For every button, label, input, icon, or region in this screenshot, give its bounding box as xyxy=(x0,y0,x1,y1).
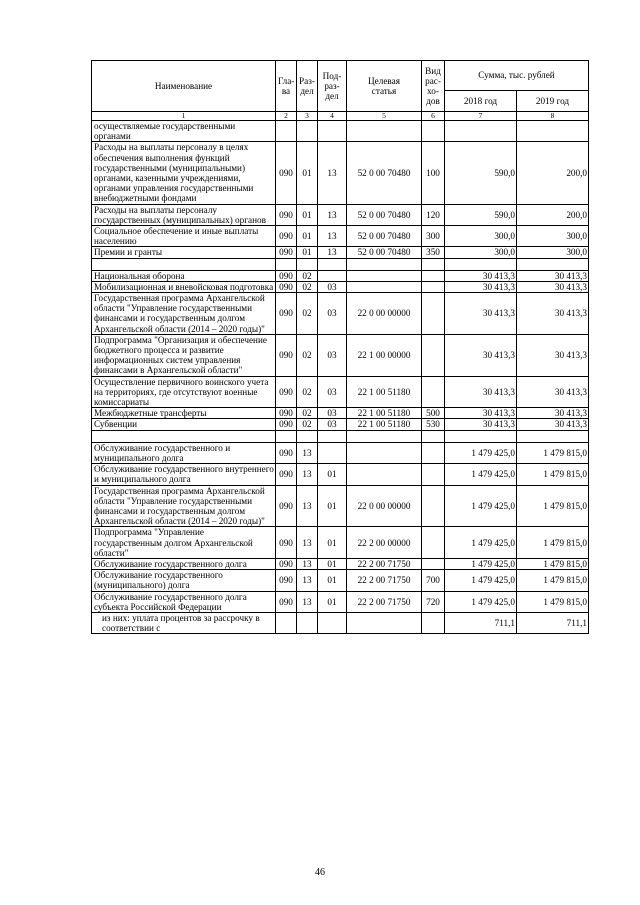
row-expense-type xyxy=(422,270,445,281)
table-row xyxy=(92,558,589,569)
row-name: Обслуживание государственного внутреннего и муниципального долга xyxy=(92,464,276,485)
row-glava: 090 xyxy=(276,226,297,247)
row-target-article: 52 0 00 70480 xyxy=(347,142,422,204)
table-row xyxy=(92,121,589,142)
row-podrazdel: 01 xyxy=(318,570,347,591)
row-podrazdel: 13 xyxy=(318,142,347,204)
row-razdel: 13 xyxy=(297,591,318,612)
row-name: Подпрограмма "Организация и обеспечение бюджетного процесса и развитие информационных систем управления финансами в Архангельской области" xyxy=(92,334,276,376)
row-podrazdel: 03 xyxy=(318,334,347,376)
row-sum-2019: 30 413,3 xyxy=(517,408,589,419)
row-sum-2019: 30 413,3 xyxy=(517,281,589,292)
row-expense-type xyxy=(422,558,445,569)
table-row xyxy=(92,527,589,559)
row-sum-2019: 1 479 815,0 xyxy=(517,485,589,527)
row-sum-2019: 30 413,3 xyxy=(517,334,589,376)
row-razdel: 01 xyxy=(297,226,318,247)
row-podrazdel: 03 xyxy=(318,293,347,335)
row-target-article: 52 0 00 70480 xyxy=(347,226,422,247)
row-razdel: 13 xyxy=(297,464,318,485)
header-year-2019: 2019 год xyxy=(517,91,589,112)
row-sum-2018: 30 413,3 xyxy=(445,376,517,408)
row-name: Подпрограмма "Управление государственным долгом Архангельской области" xyxy=(92,527,276,559)
row-sum-2018: 30 413,3 xyxy=(445,419,517,430)
header-razdel: Раз- дел xyxy=(297,61,318,112)
row-glava: 090 xyxy=(276,485,297,527)
row-sum-2018: 30 413,3 xyxy=(445,334,517,376)
row-expense-type xyxy=(422,485,445,527)
row-glava: 090 xyxy=(276,408,297,419)
row-sum-2019: 30 413,3 xyxy=(517,293,589,335)
row-name: Межбюджетные трансферты xyxy=(92,408,276,419)
row-sum-2019: 1 479 815,0 xyxy=(517,527,589,559)
row-sum-2018: 30 413,3 xyxy=(445,408,517,419)
row-glava xyxy=(276,612,297,633)
row-sum-2019: 1 479 815,0 xyxy=(517,442,589,463)
row-razdel: 02 xyxy=(297,408,318,419)
row-name: из них: уплата процентов за рассрочку в соответствии с xyxy=(92,612,276,633)
row-sum-2018: 1 479 425,0 xyxy=(445,464,517,485)
row-sum-2019: 30 413,3 xyxy=(517,419,589,430)
row-razdel: 02 xyxy=(297,270,318,281)
row-podrazdel: 01 xyxy=(318,485,347,527)
row-razdel: 01 xyxy=(297,247,318,258)
row-sum-2019: 1 479 815,0 xyxy=(517,570,589,591)
row-target-article: 52 0 00 70480 xyxy=(347,247,422,258)
row-expense-type xyxy=(422,121,445,142)
row-glava: 090 xyxy=(276,334,297,376)
row-sum-2019: 711,1 xyxy=(517,612,589,633)
header-podrazdel: Под- раз- дел xyxy=(318,61,347,112)
row-sum-2018: 1 479 425,0 xyxy=(445,442,517,463)
row-podrazdel: 03 xyxy=(318,408,347,419)
row-sum-2018: 1 479 425,0 xyxy=(445,527,517,559)
row-name xyxy=(92,430,276,442)
row-razdel xyxy=(297,121,318,142)
row-podrazdel xyxy=(318,258,347,270)
row-expense-type: 530 xyxy=(422,419,445,430)
row-target-article xyxy=(347,442,422,463)
row-expense-type xyxy=(422,376,445,408)
row-glava: 090 xyxy=(276,570,297,591)
row-podrazdel: 03 xyxy=(318,419,347,430)
row-sum-2019: 1 479 815,0 xyxy=(517,591,589,612)
table-row xyxy=(92,226,589,247)
row-expense-type xyxy=(422,281,445,292)
table-row xyxy=(92,270,589,281)
row-expense-type: 720 xyxy=(422,591,445,612)
row-name: Субвенции xyxy=(92,419,276,430)
column-index-cell: 3 xyxy=(297,112,318,121)
row-target-article: 22 1 00 51180 xyxy=(347,408,422,419)
row-glava: 090 xyxy=(276,204,297,225)
row-target-article xyxy=(347,121,422,142)
row-sum-2019: 30 413,3 xyxy=(517,270,589,281)
column-index-cell: 2 xyxy=(276,112,297,121)
row-razdel: 02 xyxy=(297,293,318,335)
row-name: Государственная программа Архангельской области "Управление государственными финансами и государственным долгом Архангельской области (2014 – 2020 годы)" xyxy=(92,485,276,527)
table-body xyxy=(92,112,589,634)
row-glava: 090 xyxy=(276,558,297,569)
column-index-cell: 6 xyxy=(422,112,445,121)
row-name: Национальная оборона xyxy=(92,270,276,281)
row-podrazdel: 01 xyxy=(318,591,347,612)
row-sum-2019: 300,0 xyxy=(517,226,589,247)
page-number: 46 xyxy=(315,867,325,878)
table-row xyxy=(92,419,589,430)
header-year-2018: 2018 год xyxy=(445,91,517,112)
row-glava: 090 xyxy=(276,247,297,258)
table-row xyxy=(92,293,589,335)
row-sum-2018: 300,0 xyxy=(445,226,517,247)
column-index-cell: 4 xyxy=(318,112,347,121)
row-glava: 090 xyxy=(276,376,297,408)
table-row xyxy=(92,281,589,292)
row-name: Обслуживание государственного (муниципального) долга xyxy=(92,570,276,591)
row-razdel: 02 xyxy=(297,281,318,292)
row-sum-2018: 30 413,3 xyxy=(445,293,517,335)
row-sum-2018 xyxy=(445,430,517,442)
row-glava: 090 xyxy=(276,281,297,292)
row-sum-2018 xyxy=(445,258,517,270)
header-target-article: Целевая статья xyxy=(347,61,422,112)
row-name: Расходы на выплаты персоналу в целях обеспечения выполнения функций государственными (муниципальными) органами, казенными учреждениями, органами управления государственными внебюджетными фондами xyxy=(92,142,276,204)
row-glava: 090 xyxy=(276,591,297,612)
table-row xyxy=(92,442,589,463)
row-name: Обслуживание государственного долга xyxy=(92,558,276,569)
row-target-article xyxy=(347,258,422,270)
table-row xyxy=(92,142,589,204)
row-name xyxy=(92,258,276,270)
row-target-article: 22 2 00 71750 xyxy=(347,591,422,612)
row-podrazdel: 13 xyxy=(318,226,347,247)
row-target-article: 22 2 00 71750 xyxy=(347,558,422,569)
column-index-row xyxy=(92,112,589,121)
row-razdel: 13 xyxy=(297,485,318,527)
row-sum-2019 xyxy=(517,258,589,270)
row-target-article: 22 1 00 00000 xyxy=(347,334,422,376)
row-razdel: 01 xyxy=(297,204,318,225)
budget-table xyxy=(91,60,589,634)
row-sum-2018: 711,1 xyxy=(445,612,517,633)
row-podrazdel xyxy=(318,270,347,281)
row-target-article: 22 0 00 00000 xyxy=(347,485,422,527)
row-expense-type: 350 xyxy=(422,247,445,258)
row-sum-2018: 1 479 425,0 xyxy=(445,485,517,527)
row-podrazdel: 01 xyxy=(318,527,347,559)
row-razdel: 13 xyxy=(297,527,318,559)
row-expense-type xyxy=(422,430,445,442)
row-sum-2018: 1 479 425,0 xyxy=(445,570,517,591)
row-target-article: 52 0 00 70480 xyxy=(347,204,422,225)
table-row xyxy=(92,591,589,612)
row-glava xyxy=(276,430,297,442)
row-glava: 090 xyxy=(276,464,297,485)
table-row xyxy=(92,204,589,225)
row-podrazdel xyxy=(318,612,347,633)
row-podrazdel: 01 xyxy=(318,464,347,485)
row-sum-2019: 200,0 xyxy=(517,142,589,204)
row-sum-2019: 1 479 815,0 xyxy=(517,558,589,569)
column-index-cell: 1 xyxy=(92,112,276,121)
row-glava: 090 xyxy=(276,293,297,335)
budget-table-sheet xyxy=(91,60,588,634)
row-expense-type: 120 xyxy=(422,204,445,225)
blank-row xyxy=(92,430,589,442)
row-expense-type: 500 xyxy=(422,408,445,419)
header-expense-type: Вид рас- хо- дов xyxy=(422,61,445,112)
row-sum-2019: 200,0 xyxy=(517,204,589,225)
row-razdel: 02 xyxy=(297,419,318,430)
row-podrazdel: 13 xyxy=(318,204,347,225)
row-target-article: 22 2 00 71750 xyxy=(347,570,422,591)
row-name: Осуществление первичного воинского учета на территориях, где отсутствуют военные комиссариаты xyxy=(92,376,276,408)
row-expense-type xyxy=(422,293,445,335)
row-target-article: 22 2 00 00000 xyxy=(347,527,422,559)
header-sum: Сумма, тыс. рублей xyxy=(445,61,589,91)
row-podrazdel xyxy=(318,121,347,142)
row-razdel: 13 xyxy=(297,558,318,569)
row-podrazdel: 13 xyxy=(318,247,347,258)
row-expense-type xyxy=(422,442,445,463)
column-index-cell: 8 xyxy=(517,112,589,121)
row-podrazdel: 01 xyxy=(318,558,347,569)
row-name: осуществляемые государственными органами xyxy=(92,121,276,142)
row-sum-2018 xyxy=(445,121,517,142)
table-row xyxy=(92,570,589,591)
table-row xyxy=(92,376,589,408)
row-name: Обслуживание государственного и муниципального долга xyxy=(92,442,276,463)
row-glava: 090 xyxy=(276,442,297,463)
row-sum-2019 xyxy=(517,121,589,142)
row-glava: 090 xyxy=(276,527,297,559)
row-podrazdel xyxy=(318,430,347,442)
row-glava: 090 xyxy=(276,270,297,281)
row-razdel xyxy=(297,430,318,442)
row-target-article: 22 1 00 51180 xyxy=(347,419,422,430)
table-row xyxy=(92,612,589,633)
row-razdel: 02 xyxy=(297,376,318,408)
row-razdel xyxy=(297,258,318,270)
row-target-article xyxy=(347,281,422,292)
row-name: Обслуживание государственного долга субъекта Российской Федерации xyxy=(92,591,276,612)
row-glava: 090 xyxy=(276,419,297,430)
row-razdel: 01 xyxy=(297,142,318,204)
row-expense-type xyxy=(422,334,445,376)
row-sum-2018: 1 479 425,0 xyxy=(445,558,517,569)
blank-row xyxy=(92,258,589,270)
row-sum-2018: 1 479 425,0 xyxy=(445,591,517,612)
column-index-cell: 7 xyxy=(445,112,517,121)
row-razdel xyxy=(297,612,318,633)
row-name: Социальное обеспечение и иные выплаты населению xyxy=(92,226,276,247)
row-glava: 090 xyxy=(276,142,297,204)
row-razdel: 13 xyxy=(297,442,318,463)
row-name: Расходы на выплаты персоналу государственных (муниципальных) органов xyxy=(92,204,276,225)
row-target-article xyxy=(347,612,422,633)
table-row xyxy=(92,464,589,485)
row-target-article: 22 1 00 51180 xyxy=(347,376,422,408)
header-glava: Гла- ва xyxy=(276,61,297,112)
row-name: Мобилизационная и вневойсковая подготовка xyxy=(92,281,276,292)
row-sum-2019: 300,0 xyxy=(517,247,589,258)
table-row xyxy=(92,485,589,527)
row-sum-2019: 1 479 815,0 xyxy=(517,464,589,485)
table-row xyxy=(92,408,589,419)
row-expense-type xyxy=(422,464,445,485)
row-target-article xyxy=(347,464,422,485)
row-expense-type xyxy=(422,527,445,559)
header-name: Наименование xyxy=(92,61,276,112)
row-sum-2018: 30 413,3 xyxy=(445,270,517,281)
row-sum-2018: 590,0 xyxy=(445,142,517,204)
row-podrazdel: 03 xyxy=(318,376,347,408)
row-target-article xyxy=(347,270,422,281)
row-podrazdel: 03 xyxy=(318,281,347,292)
row-expense-type: 100 xyxy=(422,142,445,204)
row-razdel: 13 xyxy=(297,570,318,591)
column-index-cell: 5 xyxy=(347,112,422,121)
row-target-article: 22 0 00 00000 xyxy=(347,293,422,335)
row-expense-type xyxy=(422,258,445,270)
row-sum-2019: 30 413,3 xyxy=(517,376,589,408)
table-row xyxy=(92,334,589,376)
row-sum-2018: 30 413,3 xyxy=(445,281,517,292)
row-glava xyxy=(276,258,297,270)
row-glava xyxy=(276,121,297,142)
row-expense-type xyxy=(422,612,445,633)
row-expense-type: 700 xyxy=(422,570,445,591)
row-expense-type: 300 xyxy=(422,226,445,247)
table-row xyxy=(92,247,589,258)
row-sum-2019 xyxy=(517,430,589,442)
row-razdel: 02 xyxy=(297,334,318,376)
row-sum-2018: 590,0 xyxy=(445,204,517,225)
row-name: Государственная программа Архангельской области "Управление государственными финансами и государственным долгом Архангельской области (2014 – 2020 годы)" xyxy=(92,293,276,335)
row-target-article xyxy=(347,430,422,442)
row-name: Премии и гранты xyxy=(92,247,276,258)
row-podrazdel xyxy=(318,442,347,463)
row-sum-2018: 300,0 xyxy=(445,247,517,258)
